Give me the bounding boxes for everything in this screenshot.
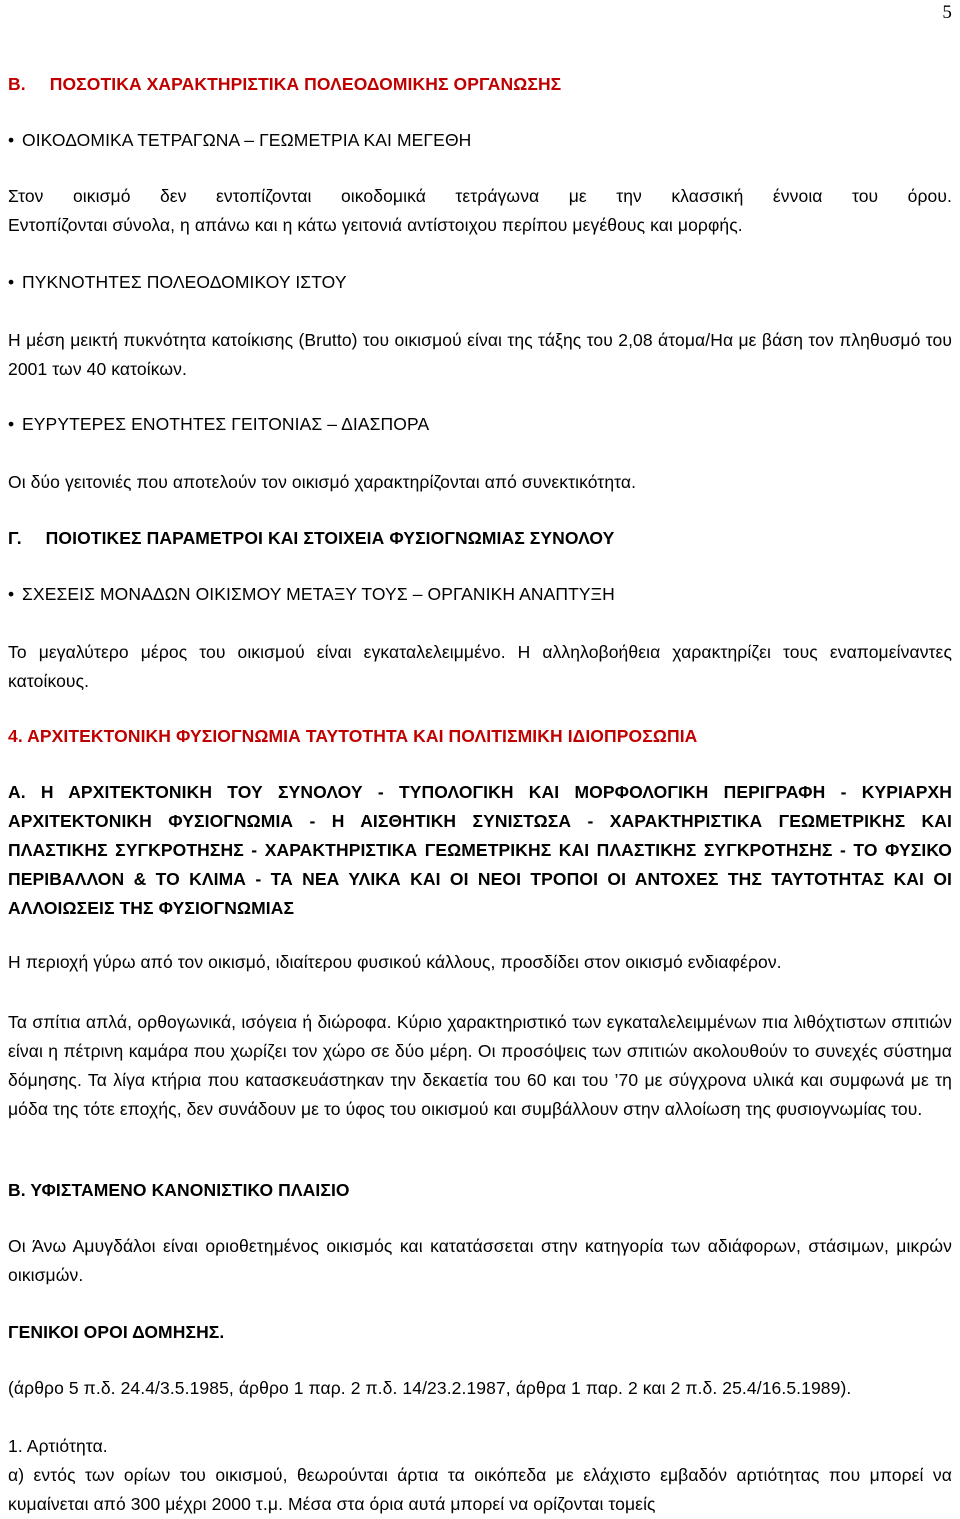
bullet-icon: • xyxy=(8,584,15,604)
list-item: 1. Αρτιότητα. xyxy=(8,1436,108,1456)
paragraph-line: Στον οικισμό δεν εντοπίζονται οικοδομικά τετράγωνα με την κλασσική έννοια του όρου. xyxy=(8,186,952,206)
bullet-item: • ΣΧΕΣΕΙΣ ΜΟΝΑΔΩΝ ΟΙΚΙΣΜΟΥ ΜΕΤΑΞΥ ΤΟΥΣ – ΟΡΓΑΝΙΚΗ ΑΝΑΠΤΥΞΗ xyxy=(8,580,952,609)
section-g-letter: Γ. xyxy=(8,528,22,548)
general-terms-heading: ΓΕΝΙΚΟΙ ΟΡΟΙ ΔΟΜΗΣΗΣ. xyxy=(8,1322,225,1342)
page-number: 5 xyxy=(942,2,952,23)
paragraph: Τα σπίτια απλά, ορθογωνικά, ισόγεια ή διώροφα. Κύριο χαρακτηριστικό των εγκαταλελειμμένων πια λιθόχτιστων σπιτιών είναι η πέτρινη καμάρα που χωρίζει τον χώρο σε δύο μέρη. Οι προσόψεις των σπιτιών ακολουθούν το συνεχές σύστημα δόμησης. Τα λίγα κτήρια που κατασκευάστηκαν την δεκαετία του 60 και του ’70 με σύγχρονα υλικά και συμφωνά με τη μόδα της τότε εποχής, δεν συνάδουν με το ύφος του οικισμού και συμβάλλουν στην αλλοίωση της φυσιογνωμίας του. xyxy=(8,1012,952,1119)
bullet-item: • ΕΥΡΥΤΕΡΕΣ ΕΝΟΤΗΤΕΣ ΓΕΙΤΟΝΙΑΣ – ΔΙΑΣΠΟΡΑ xyxy=(8,410,952,439)
paragraph: α) εντός των ορίων του οικισμού, θεωρούνται άρτια τα οικόπεδα με ελάχιστο εμβαδόν αρτιότητας που μπορεί να κυμαίνεται από 300 μέχρι 2000 τ.μ. Μέσα στα όρια αυτά μπορεί να ορίζονται τομείς xyxy=(8,1465,952,1514)
bullet-icon: • xyxy=(8,130,15,150)
section-b-heading xyxy=(8,70,952,99)
paragraph-line: Εντοπίζονται σύνολα, η απάνω και η κάτω γειτονιά αντίστοιχου περίπου μεγέθους και μορφής. xyxy=(8,215,743,235)
bullet-icon: • xyxy=(8,414,15,434)
section-g-title: ΠΟΙΟΤΙΚΕΣ ΠΑΡΑΜΕΤΡΟΙ ΚΑΙ ΣΤΟΙΧΕΙΑ ΦΥΣΙΟΓΝΩΜΙΑΣ ΣΥΝΟΛΟΥ xyxy=(45,528,615,548)
paragraph: Η περιοχή γύρω από τον οικισμό, ιδιαίτερου φυσικού κάλλους, προσδίδει στον οικισμό ενδιαφέρον. xyxy=(8,952,782,972)
bullet-item: • ΟΙΚΟΔΟΜΙΚΑ ΤΕΤΡΑΓΩΝΑ – ΓΕΩΜΕΤΡΙΑ ΚΑΙ ΜΕΓΕΘΗ xyxy=(8,126,952,155)
section-4-heading: 4. ΑΡΧΙΤΕΚΤΟΝΙΚΗ ΦΥΣΙΟΓΝΩΜΙΑ ΤΑΥΤΟΤΗΤΑ ΚΑΙ ΠΟΛΙΤΙΣΜΙΚΗ ΙΔΙΟΠΡΟΣΩΠΙΑ xyxy=(8,726,698,746)
section-b-title: ΠΟΣΟΤΙΚΑ ΧΑΡΑΚΤΗΡΙΣΤΙΚΑ ΠΟΛΕΟΔΟΜΙΚΗΣ ΟΡΓΑΝΩΣΗΣ xyxy=(49,74,562,94)
section-a-heading: Α. Η ΑΡΧΙΤΕΚΤΟΝΙΚΗ ΤΟΥ ΣΥΝΟΛΟΥ - ΤΥΠΟΛΟΓΙΚΗ ΚΑΙ ΜΟΡΦΟΛΟΓΙΚΗ ΠΕΡΙΓΡΑΦΗ - ΚΥΡΙΑΡΧΗ ΑΡΧΙΤΕΚΤΟΝΙΚΗ ΦΥΣΙΟΓΝΩΜΙΑ - Η ΑΙΣΘΗΤΙΚΗ ΣΥΝΙΣΤΩΣΑ - ΧΑΡΑΚΤΗΡΙΣΤΙΚΑ ΓΕΩΜΕΤΡΙΚΗΣ ΚΑΙ ΠΛΑΣΤΙΚΗΣ ΣΥΓΚΡΟΤΗΣΗΣ - ΧΑΡΑΚΤΗΡΙΣΤΙΚΑ ΓΕΩΜΕΤΡΙΚΗΣ ΚΑΙ ΠΛΑΣΤΙΚΗΣ ΣΥΓΚΡΟΤΗΣΗΣ - ΤΟ ΦΥΣΙΚΟ ΠΕΡΙΒΑΛΛΟΝ & ΤΟ ΚΛΙΜΑ - ΤΑ ΝΕΑ ΥΛΙΚΑ ΚΑΙ ΟΙ ΝΕΟΙ ΤΡΟΠΟΙ ΟΙ ΑΝΤΟΧΕΣ ΤΗΣ ΤΑΥΤΟΤΗΤΑΣ ΚΑΙ ΟΙ ΑΛΛΟΙΩΣΕΙΣ ΤΗΣ ΦΥΣΙΟΓΝΩΜΙΑΣ xyxy=(8,782,952,918)
paragraph: Οι Άνω Αμυγδάλοι είναι οριοθετημένος οικισμός και κατατάσσεται στην κατηγορία των αδιάφορων, στάσιμων, μικρών οικισμών. xyxy=(8,1236,952,1285)
paragraph: (άρθρο 5 π.δ. 24.4/3.5.1985, άρθρο 1 παρ. 2 π.δ. 14/23.2.1987, άρθρα 1 παρ. 2 και 2 π.δ. 25.4/16.5.1989). xyxy=(8,1378,852,1398)
section-b2-heading: Β. ΥΦΙΣΤΑΜΕΝΟ ΚΑΝΟΝΙΣΤΙΚΟ ΠΛΑΙΣΙΟ xyxy=(8,1180,350,1200)
document-page xyxy=(8,0,952,1514)
section-b-letter: Β. xyxy=(8,74,26,94)
paragraph: Οι δύο γειτονιές που αποτελούν τον οικισμό χαρακτηρίζονται από συνεκτικότητα. xyxy=(8,472,637,492)
paragraph: Το μεγαλύτερο μέρος του οικισμού είναι εγκαταλελειμμένο. Η αλληλοβοήθεια χαρακτηρίζει τους εναπομείναντες κατοίκους. xyxy=(8,642,952,691)
bullet-item: • ΠΥΚΝΟΤΗΤΕΣ ΠΟΛΕΟΔΟΜΙΚΟΥ ΙΣΤΟΥ xyxy=(8,268,952,297)
section-g-heading xyxy=(8,524,952,553)
bullet-icon: • xyxy=(8,272,15,292)
paragraph: Η μέση μεικτή πυκνότητα κατοίκισης (Brutto) του οικισμού είναι της τάξης του 2,08 άτομα/Ηα με βάση τον πληθυσμό του 2001 των 40 κατοίκων. xyxy=(8,330,952,379)
